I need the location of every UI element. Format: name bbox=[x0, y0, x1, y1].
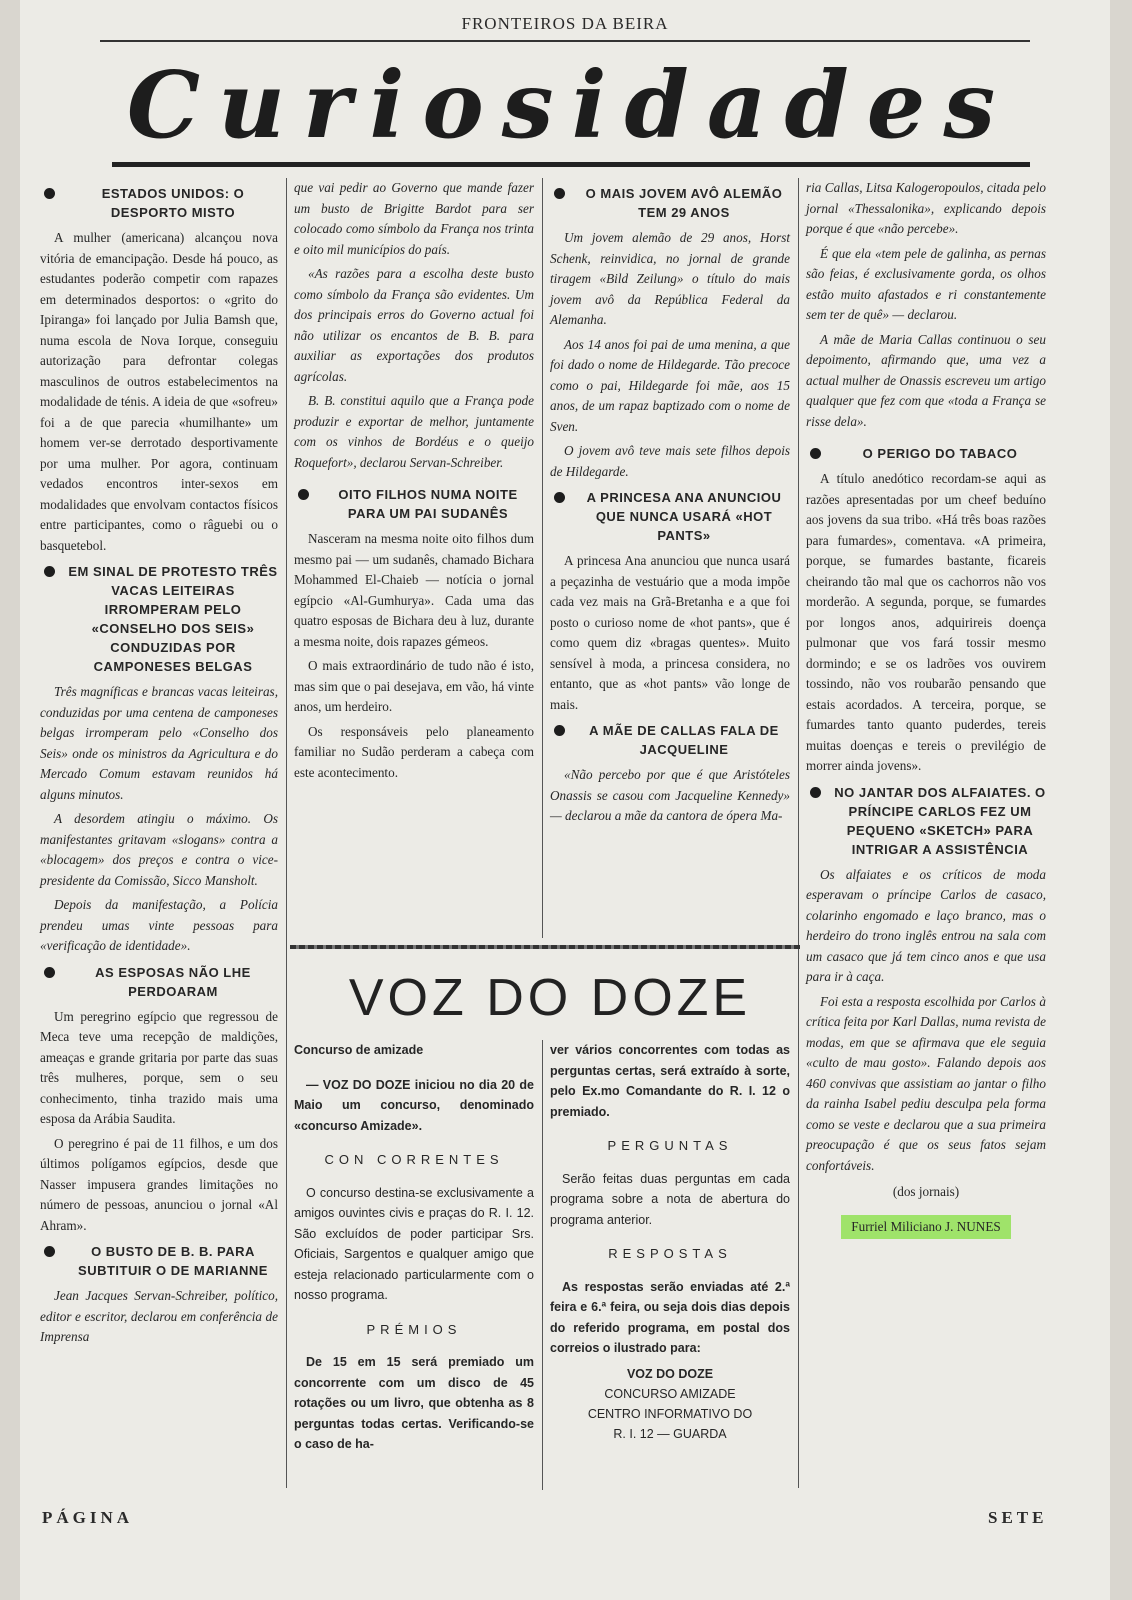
voz-paragraph: De 15 em 15 será premiado um concorrente com um disco de 45 rotações ou um livro, que obtenha as 8 perguntas todas certas. Verificando-se o caso de ha- bbox=[294, 1355, 534, 1451]
headline-mae-callas bbox=[550, 721, 790, 759]
bullet-icon bbox=[44, 967, 55, 978]
headline-esposas bbox=[40, 963, 278, 1001]
headline-text: ESTADOS UNIDOS: O DESPORTO MISTO bbox=[101, 186, 245, 220]
voz-paragraph: ver vários concorrentes com todas as perguntas certas, será extraído à sorte, pelo Ex.mo Comandante do R. I. 12 o premiado. bbox=[550, 1043, 790, 1119]
headline-text: NO JANTAR DOS ALFAIATES. O PRÍNCIPE CARLOS FEZ UM PEQUENO «SKETCH» PARA INTRIGAR A ASSISTÊNCIA bbox=[834, 784, 1046, 857]
voz-section-premios: PRÉMIOS bbox=[366, 1321, 462, 1337]
headline-oito-filhos bbox=[294, 485, 534, 523]
voz-paragraph: Serão feitas duas perguntas em cada programa sobre a nota de abertura do programa anterior. bbox=[550, 1171, 790, 1227]
article-paragraph: B. B. constitui aquilo que a França pode produzir e exportar de melhor, juntamente com os vinhos de Bordéus e o queijo Roquefort», declarou Servan-Schreiber. bbox=[294, 393, 534, 470]
headline-text: O BUSTO DE B. B. PARA SUBTITUIR O DE MARIANNE bbox=[78, 1244, 268, 1278]
column-rule bbox=[542, 178, 543, 938]
article-paragraph: Jean Jacques Servan-Schreiber, político, editor e escritor, declarou em conferência de Imprensa bbox=[40, 1288, 278, 1344]
address-line: R. I. 12 — GUARDA bbox=[613, 1426, 727, 1441]
headline-text: O MAIS JOVEM AVÔ ALEMÃO TEM 29 ANOS bbox=[585, 186, 783, 220]
article-paragraph: O jovem avô teve mais sete filhos depois de Hildegarde. bbox=[550, 443, 790, 479]
newspaper-page bbox=[20, 0, 1110, 1600]
article-paragraph: Os responsáveis pelo planeamento familiar no Sudão perderam a cabeça com este acontecimento. bbox=[294, 723, 534, 780]
bullet-icon bbox=[810, 448, 821, 459]
article-paragraph: que vai pedir ao Governo que mande fazer um busto de Brigitte Bardot para ser colocado como símbolo da França nos trinta e oito mil municípios do país. bbox=[294, 180, 534, 257]
running-head-rule bbox=[100, 40, 1030, 42]
masthead-rule bbox=[112, 162, 1030, 167]
article-paragraph: O peregrino é pai de 11 filhos, e um dos últimos polígamos egípcios, desde que Nasser impusera grandes limitações no número de pessoas, anunciou o jornal «Al Ahram». bbox=[40, 1135, 278, 1233]
voz-paragraph: As respostas serão enviadas até 2.ª feira e 6.ª feira, ou seja dois dias depois do referido programa, em postal dos correios o ilustrado para: bbox=[550, 1279, 790, 1355]
article-paragraph: Os alfaiates e os críticos de moda esperavam o príncipe Carlos de casaco, colarinho engomado e laço branco, mas o herdeiro do trono inglês entrou na sala com um casaco que já tem cinco anos e que usa para ir à caça. bbox=[806, 866, 1046, 984]
article-paragraph: A mulher (americana) alcançou nova vitória de emancipação. Desde há pouco, as estudantes poderão competir com rapazes em determinados desportos: o «grito do Ipiranga» foi lançado por Julia Bamsh que, numa escola de Nova Iorque, conseguiu autorização para defrontar colegas masculinos de outros estabelecimentos na modalidade de ténis. A ideia de que «sofreu» foi a de que parecia «humilhante» um homem ver-se derrotado desportivamente por uma mulher. Por agora, continuam vedados encontros inter-sexos em modalidades que envolvam contactos físicos entre participantes, como o râguebi ou o basquetebol. bbox=[40, 230, 278, 553]
bullet-icon bbox=[44, 1246, 55, 1257]
address-line: CENTRO INFORMATIVO DO bbox=[587, 1406, 753, 1421]
headline-text: A MÃE DE CALLAS FALA DE JACQUELINE bbox=[589, 723, 779, 757]
headline-text: AS ESPOSAS NÃO LHE PERDOARAM bbox=[95, 964, 251, 999]
column-rule bbox=[542, 1040, 543, 1490]
article-paragraph: Um jovem alemão de 29 anos, Horst Schenk, reinvidica, no jornal de grande tiragem «Bild Zeilung» o título do mais jovem avô da República Federal da Alemanha. bbox=[550, 230, 790, 327]
voz-column-right bbox=[550, 1040, 790, 1444]
headline-busto bbox=[40, 1242, 278, 1280]
voz-column-left bbox=[294, 1040, 534, 1460]
column-2 bbox=[294, 178, 534, 787]
article-paragraph: ria Callas, Litsa Kalogeropoulos, citada pelo jornal «Thessalonika», explicando depois porque é que «não percebe». bbox=[806, 180, 1046, 236]
article-paragraph: A título anedótico recordam-se aqui as razões apresentadas por um cheef beduíno aos jovens da sua tribo. «Há três boas razões para fumardes», comentava. «A primeira, porque, se fumardes bastante, ficareis cheirando tão mal que os cachorros não vos morderão. A segunda, porque, se fumardes por longos anos, adquirireis doença pulmonar que vos fará tossir mesmo dormindo; e se os ladrões vos ouvirem tossindo, não vos roubarão pensando que estais acordados. A terceira, porque, se fumardes tanto quanto puderdes, tereis muitas doenças e tereis o previlégio de morrer ainda jovens». bbox=[806, 471, 1046, 773]
bullet-icon bbox=[810, 787, 821, 798]
author-signature-wrap bbox=[806, 1215, 1046, 1240]
voz-paragraph: O concurso destina-se exclusivamente a amigos ouvintes civis e praças do R. I. 12. São excluídos de poder participar Srs. Oficiais, Sargentos e qualquer amigo que esteja relacionado particularmente com o nosso programa. bbox=[294, 1185, 534, 1302]
voz-do-doze-title: VOZ DO DOZE bbox=[348, 969, 752, 1027]
headline-text: EM SINAL DE PROTESTO TRÊS VACAS LEITEIRAS IRROMPERAM PELO «CONSELHO DOS SEIS» CONDUZIDAS POR CAMPONESES BELGAS bbox=[68, 564, 278, 674]
article-paragraph: O mais extraordinário de tudo não é isto, mas sim que o pai desejava, em vão, há vinte anos, um herdeiro. bbox=[294, 658, 534, 714]
article-paragraph: Depois da manifestação, a Polícia prendeu umas vinte pessoas para «verificação de identidade». bbox=[40, 897, 278, 953]
article-paragraph: «Não percebo por que é que Aristóteles Onassis se casou com Jacqueline Kennedy» — declarou a mãe da cantora de ópera Ma- bbox=[550, 767, 790, 823]
headline-vacas bbox=[40, 562, 278, 676]
column-rule bbox=[798, 178, 799, 1488]
masthead-title: Curiosidades bbox=[126, 51, 1014, 159]
article-paragraph: É que ela «tem pele de galinha, as pernas são feias, é exclusivamente gorda, os olhos estão muito afastados e ri constantemente sem ter de quê» — declarou. bbox=[806, 245, 1046, 322]
section-divider bbox=[290, 945, 800, 949]
article-paragraph: A desordem atingiu o máximo. Os manifestantes gritavam «slogans» contra a «blocagem» dos preços e contra o vice-presidente da Comissão, Sicco Mansholt. bbox=[40, 811, 278, 888]
headline-estados-unidos bbox=[40, 184, 278, 222]
article-paragraph: Nasceram na mesma noite oito filhos dum mesmo pai — um sudanês, chamado Bichara Mohammed El-Chaieb — notícia o jornal egípcio «Al-Gumhurya». Cada uma das quatro esposas de Bichara deu à luz, durante a mesma noite, dois rapazes gémeos. bbox=[294, 531, 534, 649]
headline-text: OITO FILHOS NUMA NOITE PARA UM PAI SUDANÊS bbox=[338, 487, 518, 521]
footer-page-number: SETE bbox=[988, 1508, 1048, 1527]
bullet-icon bbox=[554, 188, 565, 199]
headline-princesa-ana bbox=[550, 488, 790, 545]
column-4 bbox=[806, 178, 1046, 1239]
voz-section-perguntas: PERGUNTAS bbox=[607, 1138, 733, 1153]
column-1 bbox=[40, 178, 278, 1352]
voz-section-respostas: RESPOSTAS bbox=[608, 1246, 732, 1261]
article-paragraph: A princesa Ana anunciou que nunca usará a peçazinha de vestuário que a moda impõe cada vez mais na Grã-Bretanha e a que foi posto o curioso nome de «hot pants», que é como quem diz «bragas quentes». Muito sensível à moda, a princesa considera, no entanto, que as «hot pants» vão longe de mais. bbox=[550, 553, 790, 712]
address-line: CONCURSO AMIZADE bbox=[604, 1386, 736, 1401]
article-paragraph: Aos 14 anos foi pai de uma menina, a que foi dado o nome de Hildegarde. Tão precoce como o pai, Hildegarde foi mãe, aos 15 anos, de um rapaz baptizado com o nome de Sven. bbox=[550, 336, 790, 434]
article-paragraph: «As razões para a escolha deste busto como símbolo da França são evidentes. Um dos principais erros do Governo actual foi não utilizar os encantos de B. B. para auxiliar as exportações dos produtos agrícolas. bbox=[294, 266, 534, 384]
headline-text: A PRINCESA ANA ANUNCIOU QUE NUNCA USARÁ «HOT PANTS» bbox=[586, 490, 782, 543]
headline-text: O PERIGO DO TABACO bbox=[862, 446, 1018, 461]
column-rule bbox=[286, 178, 287, 1488]
footer-page-label: PÁGINA bbox=[42, 1508, 134, 1527]
headline-perigo-tabaco bbox=[806, 444, 1046, 463]
author-signature: Furriel Miliciano J. NUNES bbox=[841, 1215, 1010, 1240]
address-line: VOZ DO DOZE bbox=[626, 1366, 714, 1381]
bullet-icon bbox=[44, 188, 55, 199]
running-head: FRONTEIROS DA BEIRA bbox=[461, 14, 669, 33]
voz-subhead: Concurso de amizade bbox=[294, 1043, 424, 1057]
article-paragraph: Foi esta a resposta escolhida por Carlos à crítica feita por Karl Dallas, numa revista de modas, em que se afirmava que ele seguia «culto de mau gosto». Falando depois aos 460 convivas que assistiam ao jantar o filho da rainha Isabel pediu desculpa pela forma como se veste e declarou que a sua primeira preocupação é que os seus fatos sejam confortáveis. bbox=[806, 993, 1046, 1173]
voz-paragraph: — VOZ DO DOZE iniciou no dia 20 de Maio um concurso, denominado «concurso Amizade». bbox=[294, 1077, 534, 1133]
voz-section-concorrentes: CON CORRENTES bbox=[324, 1152, 504, 1167]
bullet-icon bbox=[298, 489, 309, 500]
bullet-icon bbox=[554, 725, 565, 736]
article-paragraph: A mãe de Maria Callas continuou o seu depoimento, afirmando que, uma vez a actual mulher de Onassis escreveu um artigo qualquer que fez com que «toda a França se risse dela». bbox=[806, 331, 1046, 429]
column-3 bbox=[550, 178, 790, 831]
bullet-icon bbox=[44, 566, 55, 577]
source-note: (dos jornais) bbox=[892, 1184, 960, 1199]
bullet-icon bbox=[554, 492, 565, 503]
article-paragraph: Um peregrino egípcio que regressou de Meca teve uma recepção de maldições, ameaças e grande gritaria por parte das suas três mulheres, porque, sem o seu conhecimento, tinha trazido mais uma esposa da Arábia Saudita. bbox=[40, 1008, 278, 1126]
headline-avo-alemao bbox=[550, 184, 790, 222]
headline-jantar-alfaiates bbox=[806, 783, 1046, 859]
voz-address bbox=[550, 1364, 790, 1444]
article-paragraph: Três magníficas e brancas vacas leiteiras, conduzidas por uma centena de camponeses belgas irromperam pelo «Conselho dos Seis» onde os ministros da Agricultura e do Mercado Comum estavam reunidos há alguns minutos. bbox=[40, 684, 278, 802]
